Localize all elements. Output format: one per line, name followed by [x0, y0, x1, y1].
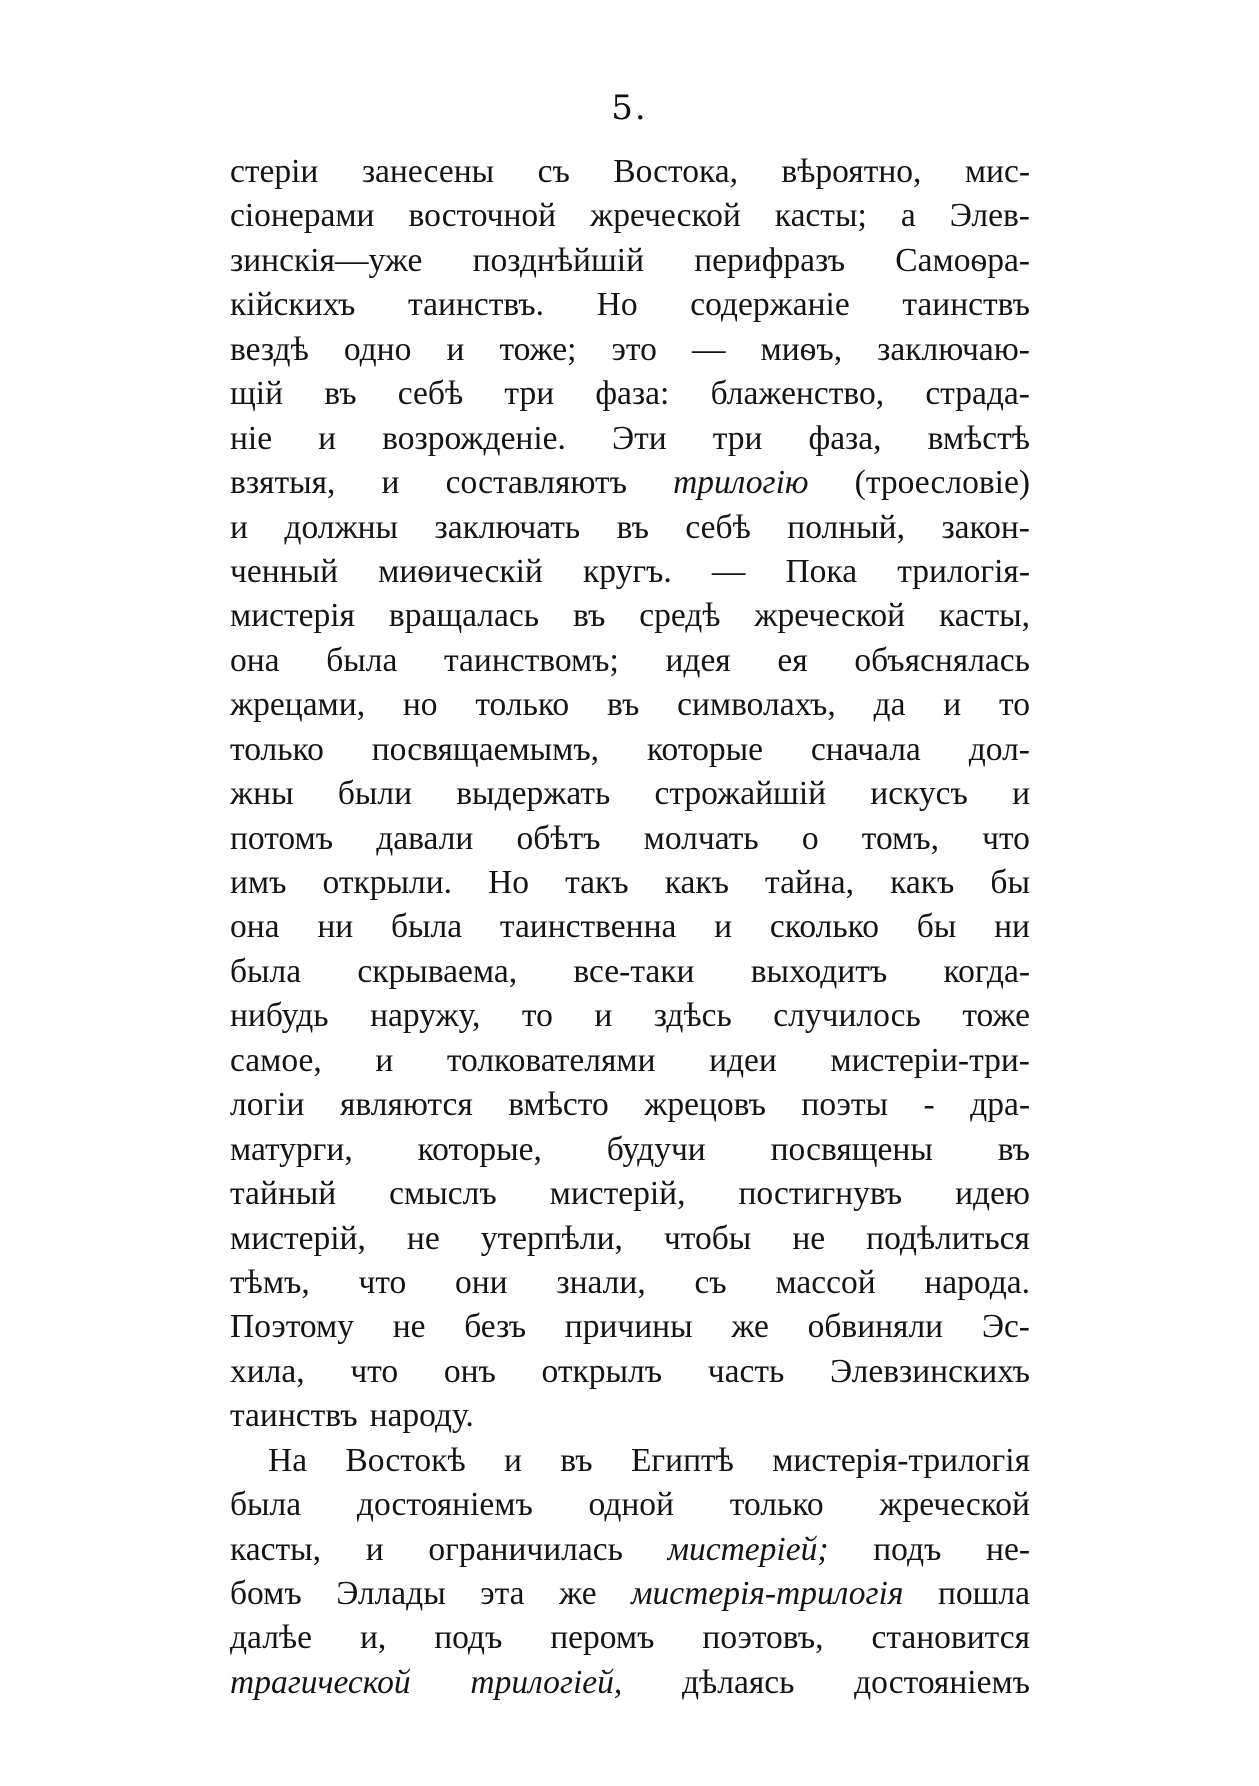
text-line	[230, 239, 1030, 283]
word: и	[504, 1441, 522, 1479]
word: фаза:	[595, 375, 670, 413]
word: жрецами,	[230, 686, 366, 724]
word: жреческой	[590, 197, 741, 235]
word: была	[230, 1486, 302, 1524]
word: страда-	[925, 375, 1030, 413]
word: и,	[359, 1619, 387, 1657]
word: въ	[616, 508, 649, 546]
text-line	[230, 683, 1030, 727]
word: томъ,	[861, 819, 939, 857]
word: являются	[339, 1086, 473, 1124]
word: бы	[990, 864, 1030, 901]
text-line	[230, 461, 1030, 505]
word: Но	[488, 864, 530, 901]
word: вездѣ	[230, 330, 309, 368]
word: да	[873, 686, 906, 724]
word: случилось	[773, 997, 921, 1035]
word: На	[268, 1441, 308, 1479]
word: не-	[986, 1530, 1030, 1568]
word: посвящены	[770, 1130, 933, 1168]
word: Эс-	[981, 1308, 1030, 1346]
word: жреческой	[879, 1486, 1030, 1524]
word: средѣ	[639, 597, 721, 635]
word: идею	[955, 1175, 1030, 1213]
word: и	[1012, 775, 1030, 813]
word: въ	[324, 375, 357, 413]
word: наружу,	[370, 997, 481, 1035]
emphasized-word: мистеріей;	[667, 1530, 829, 1568]
word: касты;	[774, 197, 867, 235]
word: ограничилась	[428, 1530, 623, 1568]
word: достояніемъ	[854, 1663, 1030, 1701]
word: эта	[480, 1575, 525, 1612]
text-line	[230, 594, 1030, 638]
word: какъ	[664, 864, 729, 901]
word: поэтовъ,	[702, 1619, 824, 1657]
word: вѣроятно,	[781, 153, 922, 190]
word: утерпѣли,	[480, 1219, 623, 1257]
word: но	[402, 686, 438, 724]
word: мистерія	[230, 597, 355, 635]
word: себѣ	[397, 375, 464, 413]
word: причины	[564, 1308, 693, 1346]
word: полный,	[787, 508, 905, 546]
text-line	[230, 1261, 1030, 1305]
word: хила,	[230, 1352, 305, 1390]
word: становится	[871, 1619, 1030, 1657]
word: вращалась	[388, 597, 540, 635]
word: заключать	[434, 508, 581, 546]
word: Поэтому	[230, 1308, 354, 1346]
text-line	[230, 861, 1030, 905]
word: выходитъ	[750, 952, 888, 990]
word: когда-	[943, 952, 1030, 990]
word: обвиняли	[807, 1308, 944, 1346]
word: тоже;	[499, 330, 577, 368]
word: —	[691, 330, 726, 368]
text-line	[230, 550, 1030, 594]
word: о	[801, 819, 819, 857]
word: фаза,	[808, 419, 882, 457]
word: и	[714, 908, 733, 946]
word: Эллады	[336, 1575, 446, 1612]
word: Востокѣ	[345, 1441, 466, 1479]
word: достояніемъ	[356, 1486, 533, 1524]
word: подѣлиться	[866, 1219, 1030, 1257]
word: закон-	[941, 508, 1030, 546]
word: обѣтъ	[516, 819, 601, 857]
text-line	[230, 1616, 1030, 1660]
word: то	[521, 997, 553, 1035]
word: Элевзинскихъ	[829, 1352, 1030, 1390]
word: бомъ	[230, 1575, 302, 1612]
word: и	[230, 508, 248, 546]
word: объяснялась	[854, 641, 1030, 679]
word: ея	[777, 641, 808, 679]
text-line	[230, 283, 1030, 327]
word: миѳъ,	[760, 330, 843, 368]
word: —	[711, 552, 746, 590]
text-line	[230, 1172, 1030, 1216]
word: ченный	[230, 552, 339, 590]
word: составляютъ	[445, 464, 627, 502]
word: таинственна	[499, 908, 677, 946]
word: только	[475, 686, 570, 724]
text-line	[230, 194, 1030, 238]
word: не	[792, 1219, 826, 1257]
word: скрываема,	[357, 952, 518, 990]
word: не	[392, 1308, 426, 1346]
word: то	[999, 686, 1030, 724]
word: открыли.	[322, 864, 453, 901]
word: открылъ	[541, 1352, 663, 1390]
word: съ	[694, 1263, 727, 1301]
text-line	[230, 372, 1030, 416]
word: одной	[588, 1486, 674, 1524]
word: мис-	[964, 153, 1030, 190]
text-line	[230, 506, 1030, 550]
word: дол-	[968, 730, 1030, 768]
body-text	[230, 150, 1030, 1705]
text-line	[230, 1483, 1030, 1527]
word: блаженство,	[710, 375, 885, 413]
word: что	[358, 1263, 407, 1301]
word: что	[350, 1352, 399, 1390]
word: касты,	[230, 1530, 322, 1568]
text-line	[230, 1572, 1030, 1616]
word: должны	[284, 508, 399, 546]
word: въ	[572, 597, 606, 635]
word: взятыя,	[230, 464, 336, 502]
word: нибудь	[230, 997, 329, 1035]
word: искусъ	[870, 775, 968, 813]
word: перифразъ	[694, 241, 846, 279]
text-line	[230, 1217, 1030, 1261]
word: Востока,	[613, 153, 738, 190]
word: три	[504, 375, 555, 413]
word: Элев-	[949, 197, 1030, 235]
word: и	[375, 1041, 394, 1079]
word: какъ	[890, 864, 955, 901]
word: она	[230, 908, 280, 946]
word: -	[923, 1086, 935, 1124]
word: не	[406, 1219, 440, 1257]
word: зинскія—уже	[230, 241, 423, 279]
word: будучи	[606, 1130, 706, 1168]
word: матурги,	[230, 1130, 353, 1168]
word: кійскихъ	[230, 286, 356, 324]
word: была	[326, 641, 398, 679]
word: и	[381, 464, 400, 502]
word: безъ	[464, 1308, 527, 1346]
word: здѣсь	[653, 997, 732, 1035]
text-line	[230, 994, 1030, 1038]
word: и	[594, 997, 613, 1035]
word: символахъ,	[677, 686, 836, 724]
word: была	[390, 908, 463, 946]
word: Египтѣ	[630, 1441, 734, 1479]
word: идеи	[709, 1041, 777, 1079]
text-line	[230, 1439, 1030, 1483]
word: смыслъ	[389, 1175, 497, 1213]
text-line	[230, 905, 1030, 949]
word: въ	[560, 1441, 593, 1479]
word: дра-	[970, 1086, 1030, 1124]
text-line	[230, 1394, 1030, 1438]
word: занесены	[361, 153, 495, 190]
word: трилогія-	[897, 552, 1030, 590]
word: три	[712, 419, 763, 457]
word: миѳическій	[378, 552, 543, 590]
word: ніе	[230, 419, 273, 457]
word: знали,	[556, 1263, 646, 1301]
word: и	[446, 330, 465, 368]
word: тайна,	[765, 864, 855, 901]
word: же	[731, 1308, 769, 1346]
word: сначала	[810, 730, 921, 768]
word: все-таки	[573, 952, 695, 990]
word: сіонерами	[230, 197, 375, 235]
word: тоже	[962, 997, 1030, 1035]
word: молчать	[643, 819, 759, 857]
text-line	[230, 1083, 1030, 1127]
word: вмѣстѣ	[927, 419, 1030, 457]
word: заключаю-	[877, 330, 1030, 368]
emphasized-word: трилогіей,	[470, 1663, 623, 1701]
word: и	[943, 686, 962, 724]
page-number: 5.	[611, 88, 648, 128]
word: содержаніе	[690, 286, 850, 324]
word: постигнувъ	[738, 1175, 903, 1213]
word: перомъ	[550, 1619, 655, 1657]
word: жны	[230, 775, 294, 813]
word: далѣе	[230, 1619, 312, 1657]
text-line	[230, 150, 1030, 194]
word: народу.	[369, 1397, 474, 1435]
word: строжайшій	[654, 775, 827, 813]
word: чтобы	[663, 1219, 752, 1257]
word: себѣ	[685, 508, 751, 546]
text-line	[230, 1661, 1030, 1705]
emphasized-word: трагической	[230, 1663, 411, 1701]
text-line	[230, 417, 1030, 461]
text-line	[230, 1305, 1030, 1349]
word: касты,	[938, 597, 1030, 635]
word: мистерій,	[230, 1219, 366, 1257]
word: стеріи	[230, 153, 319, 190]
word: которые,	[417, 1130, 542, 1168]
word: это	[611, 330, 657, 368]
word: онъ	[443, 1352, 496, 1390]
word: Но	[596, 286, 638, 324]
word: таинствъ	[230, 1397, 358, 1435]
word: Пока	[785, 552, 858, 590]
word: посвящаемымъ,	[371, 730, 600, 768]
word: давали	[376, 819, 474, 857]
word: только	[230, 730, 324, 768]
text-line	[230, 328, 1030, 372]
word: восточной	[408, 197, 557, 235]
word: щій	[230, 375, 284, 413]
word: только	[729, 1486, 824, 1524]
text-line	[230, 1128, 1030, 1172]
word: были	[337, 775, 413, 813]
word: подъ	[873, 1530, 942, 1568]
word: дѣлаясь	[682, 1663, 795, 1701]
word: такъ	[565, 864, 629, 901]
word: часть	[707, 1352, 785, 1390]
word: поэты	[801, 1086, 889, 1124]
word: таинствъ.	[408, 286, 545, 324]
word: жреческой	[754, 597, 906, 635]
word: одно	[343, 330, 412, 368]
word: толкователями	[446, 1041, 656, 1079]
word: ни	[994, 908, 1030, 946]
word: мистеріи-три-	[830, 1041, 1030, 1079]
word: ни	[317, 908, 354, 946]
text-line	[230, 1039, 1030, 1083]
word: съ	[537, 153, 570, 190]
word: они	[455, 1263, 508, 1301]
word: сколько	[769, 908, 879, 946]
word: и	[318, 419, 337, 457]
word: а	[900, 197, 916, 235]
text-line	[230, 772, 1030, 816]
emphasized-word: трилогію	[673, 464, 809, 502]
word: которые	[646, 730, 763, 768]
word: мистерій,	[549, 1175, 686, 1213]
word: кругъ.	[582, 552, 672, 590]
word: же	[559, 1575, 597, 1612]
word: массой	[775, 1263, 876, 1301]
text-line	[230, 639, 1030, 683]
word: идея	[665, 641, 731, 679]
word: и	[365, 1530, 384, 1568]
emphasized-word: мистерія-трилогія	[631, 1575, 904, 1612]
word: потомъ	[230, 819, 334, 857]
word: тѣмъ,	[230, 1263, 310, 1301]
word: подъ	[434, 1619, 503, 1657]
word: вмѣсто	[508, 1086, 609, 1124]
word: она	[230, 641, 280, 679]
word: въ	[606, 686, 640, 724]
word: таинствъ	[902, 286, 1030, 324]
word: Эти	[611, 419, 667, 457]
text-line	[230, 817, 1030, 861]
text-line	[230, 950, 1030, 994]
word: въ	[997, 1130, 1030, 1168]
word: пошла	[937, 1575, 1030, 1612]
word: была	[230, 952, 302, 990]
word: мистерія-трилогія	[772, 1441, 1030, 1479]
word: что	[982, 819, 1030, 857]
word: (троесловіе)	[854, 464, 1030, 502]
word: логіи	[230, 1086, 305, 1124]
word: тайный	[230, 1175, 337, 1213]
word: позднѣйшій	[472, 241, 645, 279]
word: выдержать	[456, 775, 611, 813]
word: самое,	[230, 1041, 322, 1079]
word: имъ	[230, 864, 287, 901]
text-line	[230, 1350, 1030, 1394]
word: Самоѳра-	[895, 241, 1030, 279]
word: таинствомъ;	[444, 641, 619, 679]
word: жрецовъ	[644, 1086, 766, 1124]
text-line	[230, 1528, 1030, 1572]
word: народа.	[924, 1263, 1030, 1301]
text-line	[230, 728, 1030, 772]
word: бы	[916, 908, 957, 946]
word: возрожденіе.	[382, 419, 566, 457]
